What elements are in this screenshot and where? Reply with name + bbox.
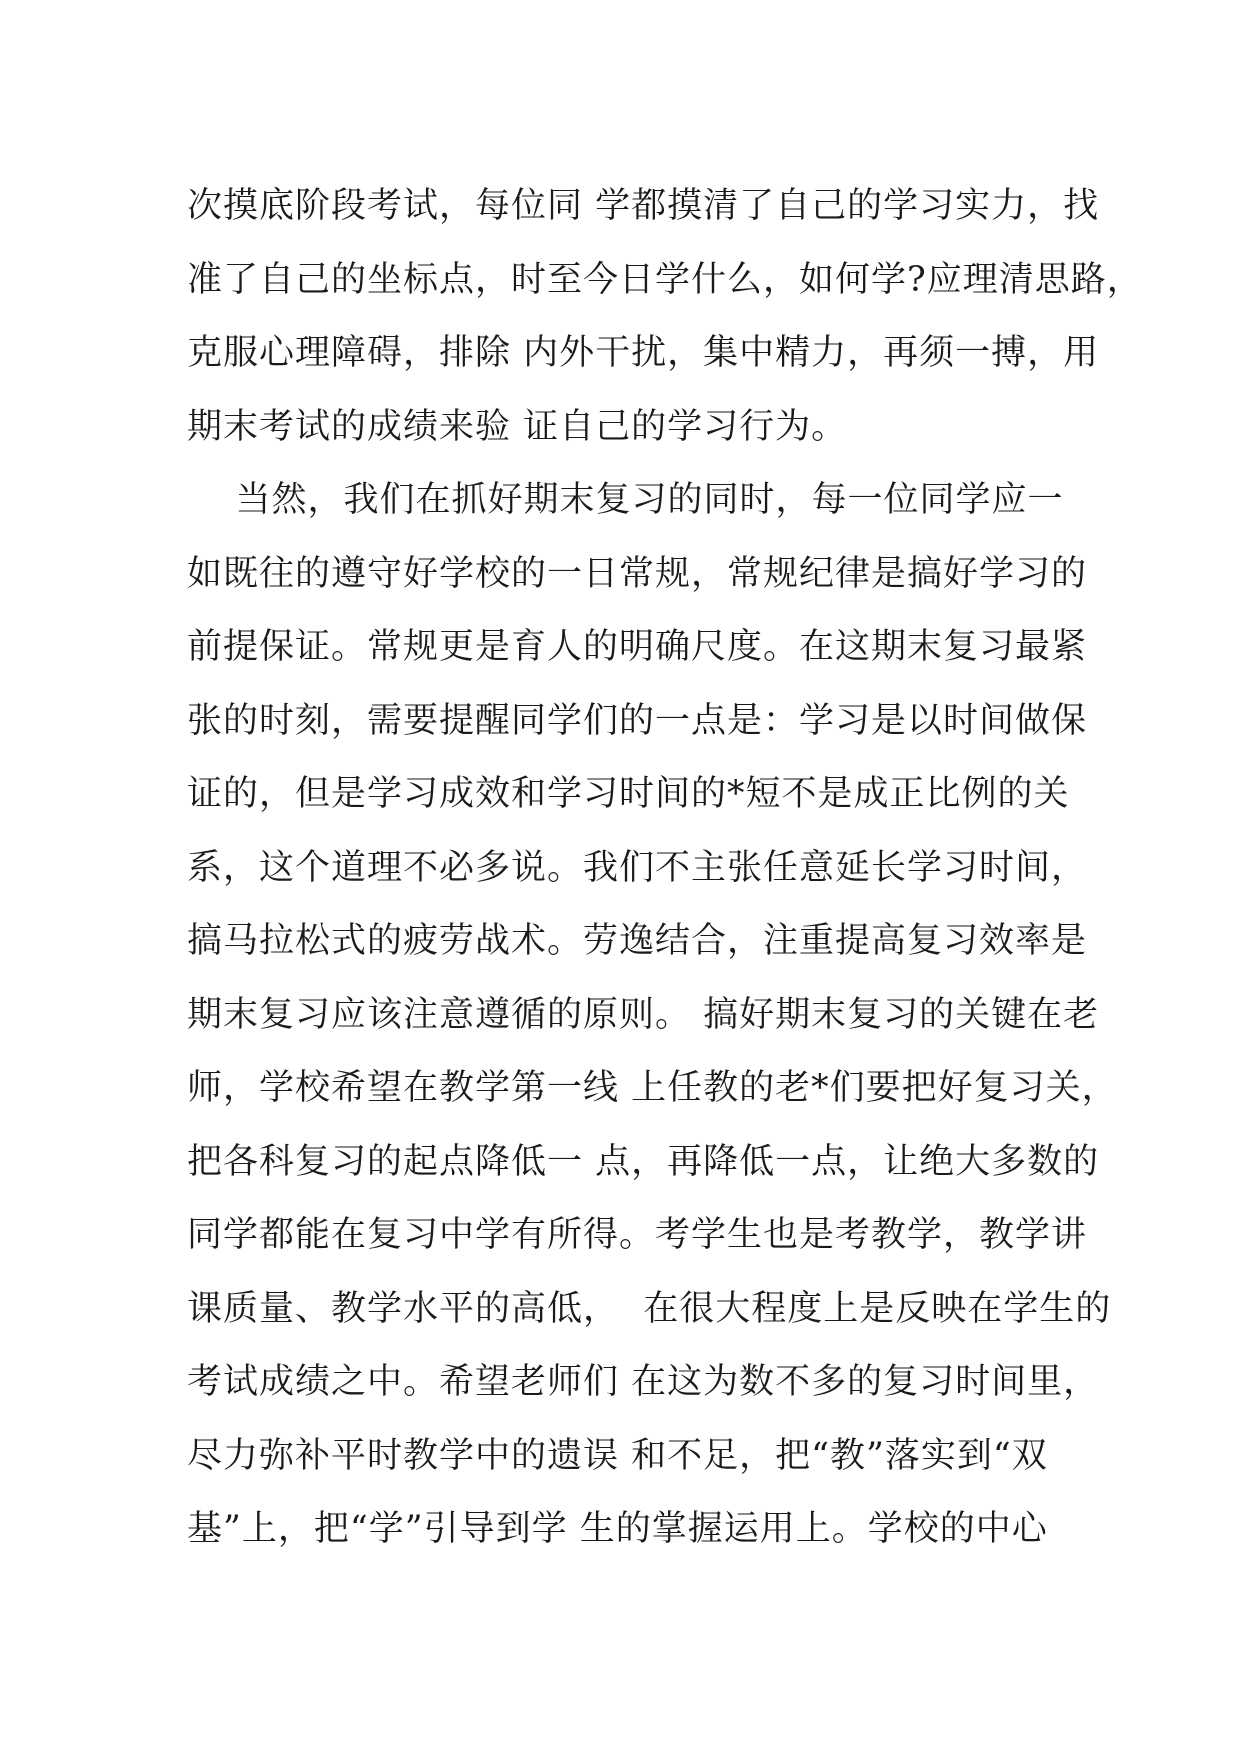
text-line: 期末考试的成绩来验 证自己的学习行为。 [187,406,848,447]
text-line: 证的，但是学习成效和学习时间的*短不是成正比例的关 [187,774,1070,814]
text-line: 搞马拉松式的疲劳战术。劳逸结合，注重提高复习效率是 [187,921,1088,961]
text-line: 前提保证。常规更是育人的明确尺度。在这期末复习最紧 [187,627,1088,667]
text-line: 系，这个道理不必多说。我们不主张任意延长学习时间， [187,847,1088,888]
text-line: 课质量、教学水平的高低， 在很大程度上是反映在学生的 [187,1288,1112,1329]
text-line: 把各科复习的起点降低一 点，再降低一点，让绝大多数的 [187,1141,1100,1182]
text-line: 尽力弥补平时教学中的遗误 和不足，把“教”落实到“双 [187,1435,1048,1476]
text-line: 准了自己的坐标点，时至今日学什么，如何学?应理清思路， [187,259,1143,300]
text-line: 期末复习应该注意遵循的原则。 搞好期末复习的关键在老 [187,994,1100,1035]
text-line: 张的时刻，需要提醒同学们的一点是：学习是以时间做保 [187,700,1088,741]
text-line: 克服心理障碍，排除 内外干扰，集中精力，再须一搏，用 [187,333,1100,373]
text-line: 考试成绩之中。希望老师们 在这为数不多的复习时间里， [187,1362,1100,1402]
text-line: 基”上，把“学”引导到学 生的掌握运用上。学校的中心 [187,1509,1048,1549]
text-line: 师，学校希望在教学第一线 上任教的老*们要把好复习关， [187,1068,1118,1108]
text-line: 如既往的遵守好学校的一日常规，常规纪律是搞好学习的 [187,553,1088,594]
text-line: 当然，我们在抓好期末复习的同时，每一位同学应一 [187,480,1064,520]
text-line: 同学都能在复习中学有所得。考学生也是考教学，教学讲 [187,1215,1088,1255]
body-text [187,170,1143,1567]
text-line: 次摸底阶段考试，每位同 学都摸清了自己的学习实力，找 [187,186,1100,226]
